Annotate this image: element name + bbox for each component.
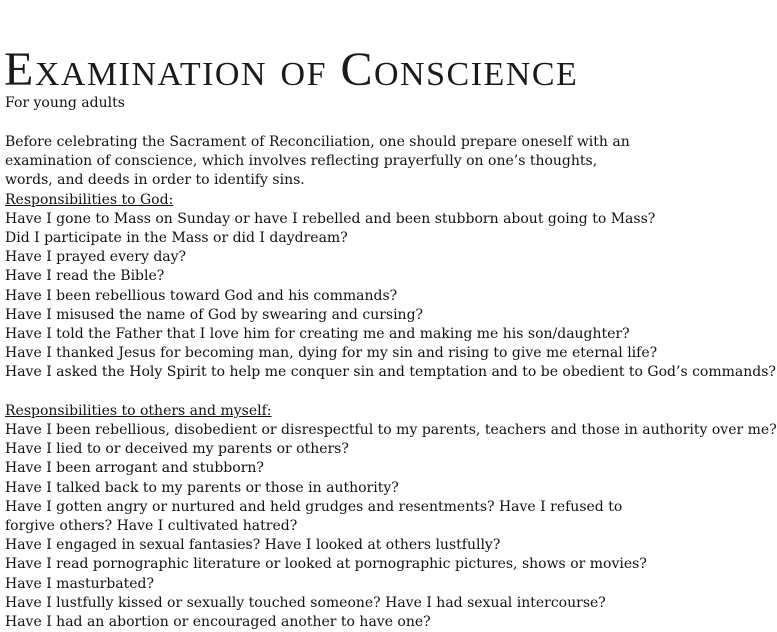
section-responsibilities-to-others <box>5 402 777 632</box>
question-line: Did I participate in the Mass or did I daydream? <box>5 230 348 247</box>
question-line: Have I gone to Mass on Sunday or have I rebelled and been stubborn about going to Mass? <box>5 210 656 227</box>
page-subtitle: For young adults <box>5 95 125 111</box>
question-line: Have I read pornographic literature or looked at pornographic pictures, shows or movies? <box>5 556 647 573</box>
question-line: Have I masturbated? <box>5 575 155 592</box>
page-title: Examination of Conscience <box>4 43 579 96</box>
document-body <box>5 133 777 632</box>
section-heading: Responsibilities to God: <box>5 191 174 208</box>
question-line: Have I engaged in sexual fantasies? Have I looked at others lustfully? <box>5 537 501 554</box>
question-line: Have I gotten angry or nurtured and held grudges and resentments? Have I refused to forgive others? Have I cultivated hatred? <box>5 498 623 535</box>
question-line: Have I misused the name of God by swearing and cursing? <box>5 306 424 323</box>
question-line: Have I lied to or deceived my parents or others? <box>5 441 349 458</box>
question-line: Have I been rebellious toward God and his commands? <box>5 287 398 304</box>
question-line: Have I talked back to my parents or those in authority? <box>5 479 399 496</box>
question-line: Have I thanked Jesus for becoming man, dying for my sin and rising to give me eternal life? <box>5 345 658 362</box>
section-heading: Responsibilities to others and myself: <box>5 402 272 419</box>
question-line: Have I had an abortion or encouraged another to have one? <box>5 614 431 631</box>
question-line: Have I prayed every day? <box>5 249 187 266</box>
question-line: Have I told the Father that I love him for creating me and making me his son/daughter? <box>5 326 630 343</box>
question-line: Have I been rebellious, disobedient or disrespectful to my parents, teachers and those in authority over me? <box>5 422 777 439</box>
question-line: Have I been arrogant and stubborn? <box>5 460 264 477</box>
section-spacer <box>5 383 645 402</box>
question-line: Have I lustfully kissed or sexually touched someone? Have I had sexual intercourse? <box>5 594 606 611</box>
question-line: Have I read the Bible? <box>5 268 165 285</box>
section-responsibilities-to-god <box>5 191 776 383</box>
question-line: Have I asked the Holy Spirit to help me conquer sin and temptation and to be obedient to God’s commands? <box>5 364 776 381</box>
intro-paragraph: Before celebrating the Sacrament of Reconciliation, one should prepare oneself with an examination of conscience, which involves reflecting prayerfully on one’s thoughts, words, and deeds in order to identify sins. <box>5 134 630 189</box>
